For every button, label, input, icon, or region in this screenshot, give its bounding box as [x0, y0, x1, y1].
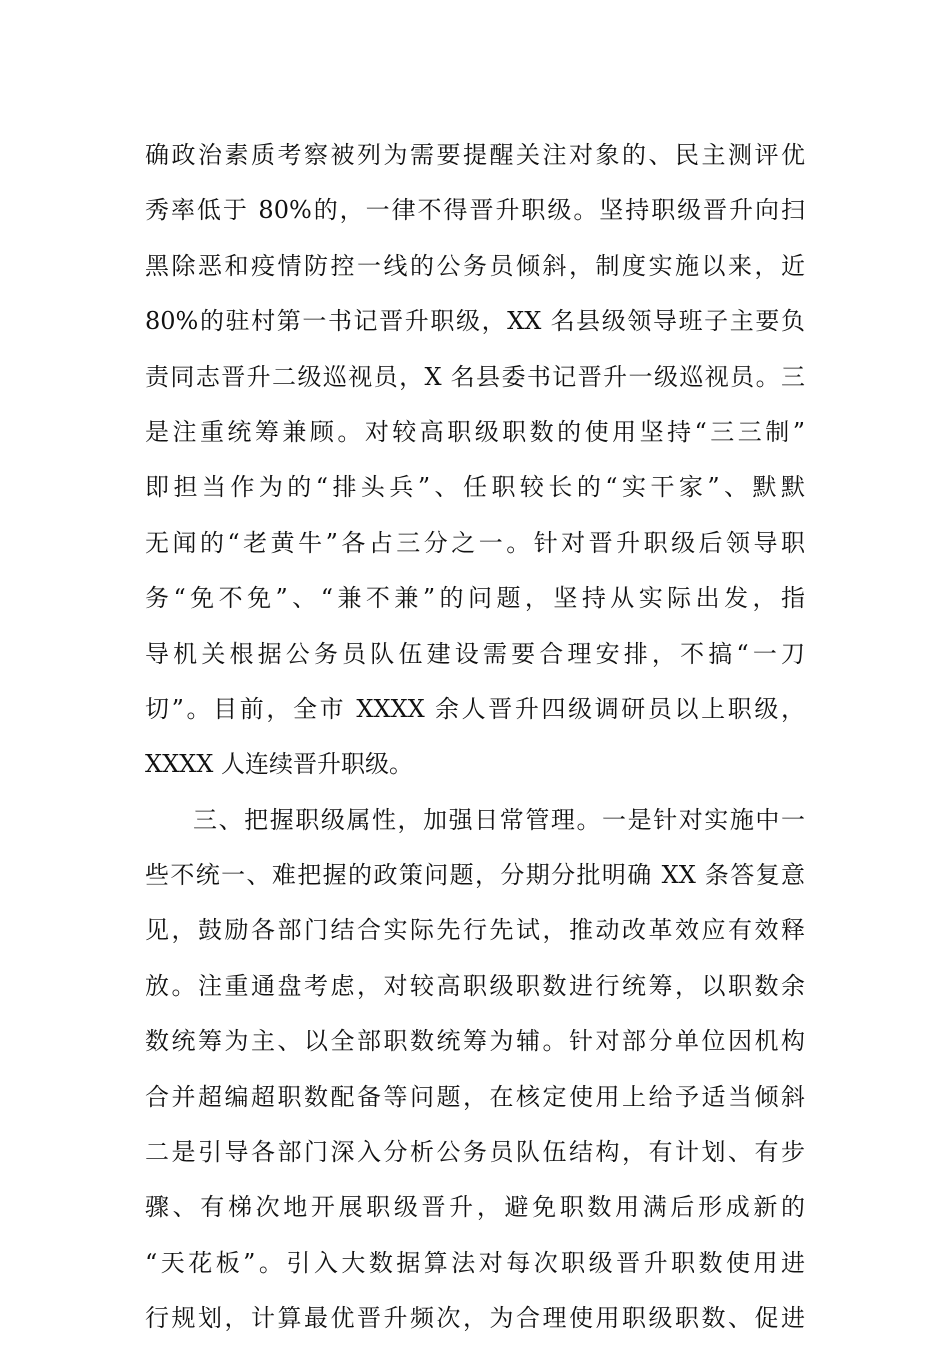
- text-line: 80%的驻村第一书记晋升职级，XX 名县级领导班子主要负: [145, 307, 805, 336]
- text-line: 务“免不免”、“兼不兼”的问题，坚持从实际出发，指: [145, 584, 805, 613]
- text-line: 是注重统筹兼顾。对较高职级职数的使用坚持“三三制”: [145, 417, 805, 446]
- text-line: 二是引导各部门深入分析公务员队伍结构，有计划、有步: [145, 1138, 805, 1167]
- text-line: 即担当作为的“排头兵”、任职较长的“实干家”、默默: [145, 473, 805, 502]
- text-line: 无闻的“老黄牛”各占三分之一。针对晋升职级后领导职: [145, 528, 805, 557]
- text-line: 骤、有梯次地开展职级晋升，避免职数用满后形成新的: [145, 1193, 805, 1222]
- text-line: 些不统一、难把握的政策问题，分期分批明确 XX 条答复意: [145, 861, 805, 890]
- paragraph-2: [145, 793, 805, 1347]
- text-line: 导机关根据公务员队伍建设需要合理安排，不搞“一刀: [145, 639, 805, 668]
- text-line: 见，鼓励各部门结合实际先行先试，推动改革效应有效释: [145, 916, 805, 945]
- text-line: 放。注重通盘考虑，对较高职级职数进行统筹，以职数余: [145, 971, 805, 1000]
- text-line: 合并超编超职数配备等问题，在核定使用上给予适当倾斜: [145, 1082, 805, 1111]
- text-line: 秀率低于 80%的，一律不得晋升职级。坚持职级晋升向扫: [145, 196, 805, 225]
- text-line: 黑除恶和疫情防控一线的公务员倾斜，制度实施以来，近: [145, 251, 805, 280]
- text-line: “天花板”。引入大数据算法对每次职级晋升职数使用进: [145, 1248, 805, 1277]
- text-line: 三、把握职级属性，加强日常管理。一是针对实施中一: [193, 805, 805, 834]
- text-line: 行规划，计算最优晋升频次，为合理使用职级职数、促进: [145, 1304, 805, 1333]
- text-line: 数统筹为主、以全部职数统筹为辅。针对部分单位因机构: [145, 1027, 805, 1056]
- paragraph-1: [145, 128, 805, 793]
- body-text: [145, 128, 805, 1347]
- text-line: 责同志晋升二级巡视员，X 名县委书记晋升一级巡视员。三: [145, 362, 805, 391]
- text-line: 切”。目前，全市 XXXX 余人晋升四级调研员以上职级，: [145, 694, 805, 723]
- text-line: 确政治素质考察被列为需要提醒关注对象的、民主测评优: [145, 141, 805, 169]
- text-line: XXXX 人连续晋升职级。: [145, 750, 413, 779]
